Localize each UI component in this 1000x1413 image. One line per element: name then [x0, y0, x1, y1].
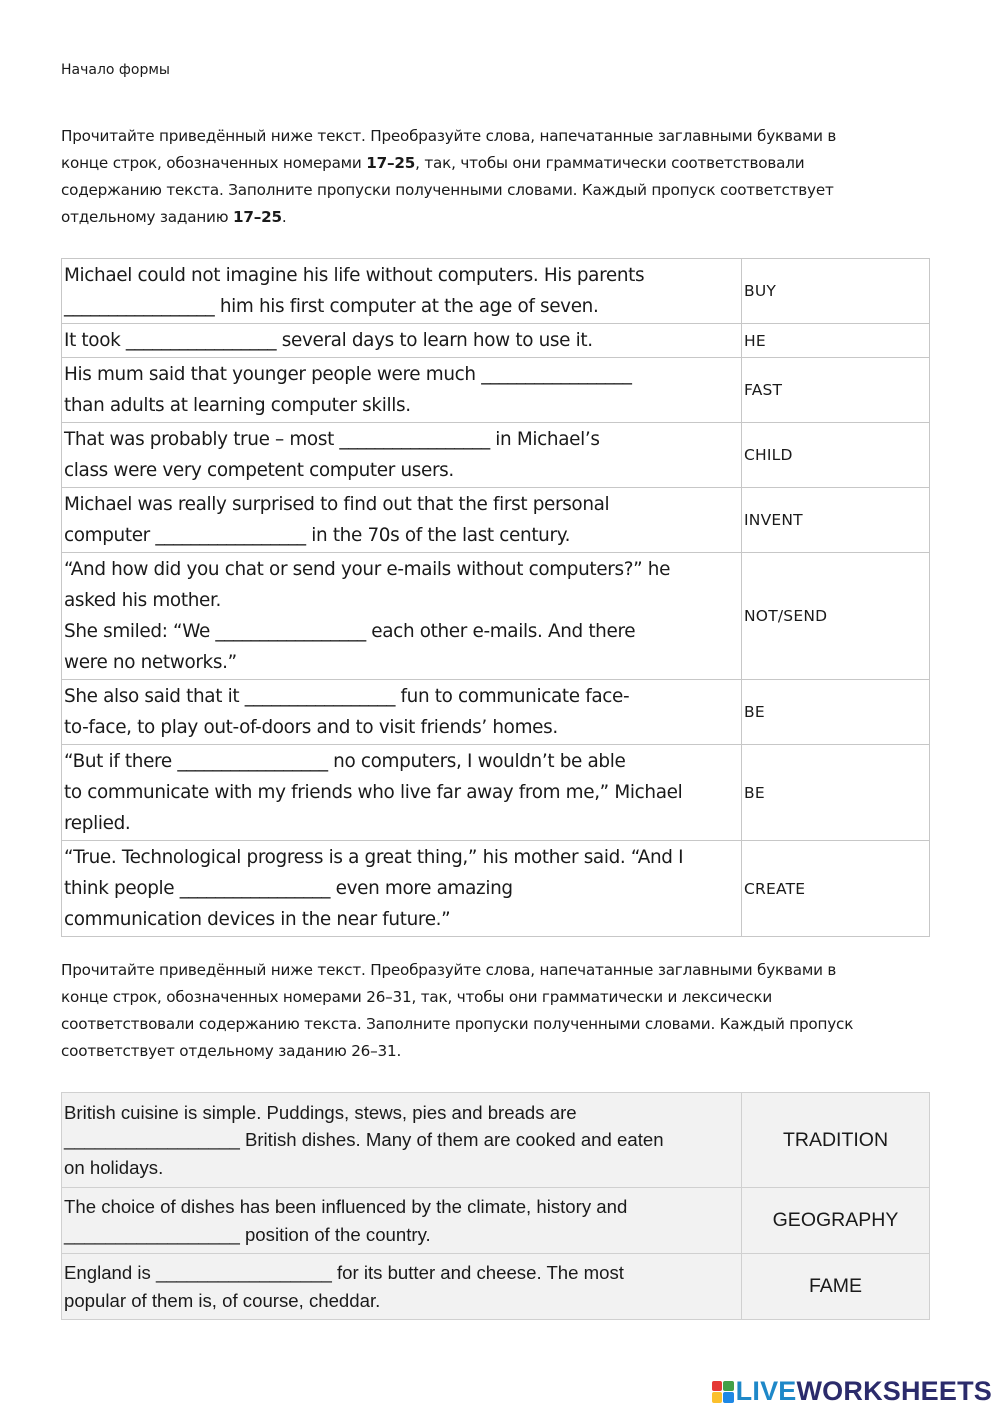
sentence-line: She also said that it _________________ fun to communicate face- — [64, 686, 630, 707]
table-row — [62, 1093, 930, 1188]
sentence-line: Michael could not imagine his life without computers. His parents — [64, 265, 645, 286]
instruction-line: конце строк, обозначенных номерами 17–25, так, чтобы они грамматически соответствовали — [61, 154, 805, 172]
table-row — [62, 423, 930, 488]
sentence-line: It took _________________ several days to learn how to use it. — [64, 330, 593, 351]
sentence-line: _________________ him his first computer at the age of seven. — [64, 296, 599, 317]
liveworksheets-logo[interactable] — [712, 1376, 992, 1407]
sentence-line: to-face, to play out-of-doors and to visit friends’ homes. — [64, 717, 558, 738]
sentence-line: think people _________________ even more amazing — [64, 878, 513, 899]
sentence-cell[interactable] — [62, 423, 742, 488]
sentence-line: British cuisine is simple. Puddings, stews, pies and breads are — [64, 1101, 577, 1123]
sentence-line: asked his mother. — [64, 590, 221, 611]
sentence-line: than adults at learning computer skills. — [64, 395, 411, 416]
table-row — [62, 553, 930, 680]
sentence-cell[interactable] — [62, 553, 742, 680]
base-word-cell: GEOGRAPHY — [742, 1188, 930, 1254]
sentence-line: His mum said that younger people were much _________________ — [64, 364, 632, 385]
sentence-cell[interactable] — [62, 745, 742, 841]
sentence-line: replied. — [64, 813, 131, 834]
base-word-cell: FAME — [742, 1254, 930, 1320]
sentence-line: “True. Technological progress is a great thing,” his mother said. “And I — [64, 847, 684, 868]
instruction-line: соответствует отдельному заданию 26–31. — [61, 1042, 402, 1060]
sentence-cell[interactable] — [62, 259, 742, 324]
table-row — [62, 324, 930, 358]
instruction-line: отдельному заданию 17–25. — [61, 208, 287, 226]
sentence-line: class were very competent computer users. — [64, 460, 454, 481]
table-row — [62, 745, 930, 841]
logo-mark-icon — [712, 1381, 734, 1403]
logo-square — [723, 1392, 734, 1403]
form-start-label: Начало формы — [61, 62, 170, 78]
base-word-cell: BE — [742, 680, 930, 745]
table-row — [62, 841, 930, 937]
sentence-line: computer _________________ in the 70s of the last century. — [64, 525, 571, 546]
sentence-cell[interactable] — [62, 488, 742, 553]
instruction-line: Прочитайте приведённый ниже текст. Преобразуйте слова, напечатанные заглавными буквами в — [61, 961, 837, 979]
instruction-line: конце строк, обозначенных номерами 26–31, так, чтобы они грамматически и лексически — [61, 988, 772, 1006]
base-word-cell: INVENT — [742, 488, 930, 553]
sentence-line: That was probably true – most _________________ in Michael’s — [64, 429, 600, 450]
base-word-cell: BUY — [742, 259, 930, 324]
logo-square — [712, 1381, 723, 1392]
base-word-cell: HE — [742, 324, 930, 358]
sentence-cell[interactable] — [62, 680, 742, 745]
table-row — [62, 1188, 930, 1254]
base-word-cell: NOT/SEND — [742, 553, 930, 680]
sentence-cell[interactable] — [62, 324, 742, 358]
sentence-line: on holidays. — [64, 1156, 164, 1178]
task2-instructions — [61, 957, 941, 1065]
sentence-cell[interactable] — [62, 1254, 742, 1320]
sentence-cell[interactable] — [62, 358, 742, 423]
sentence-line: _________________ position of the country. — [64, 1223, 431, 1245]
table-row — [62, 680, 930, 745]
table-row — [62, 259, 930, 324]
base-word-cell: CREATE — [742, 841, 930, 937]
logo-text — [736, 1376, 992, 1407]
base-word-cell: TRADITION — [742, 1093, 930, 1188]
table-row — [62, 358, 930, 423]
base-word-cell: FAST — [742, 358, 930, 423]
sentence-line: “And how did you chat or send your e-mails without computers?” he — [64, 559, 671, 580]
sentence-line: The choice of dishes has been influenced by the climate, history and — [64, 1196, 628, 1217]
sentence-line: She smiled: “We _________________ each other e-mails. And there — [64, 621, 636, 642]
sentence-line: Michael was really surprised to find out that the first personal — [64, 494, 610, 515]
sentence-cell[interactable] — [62, 841, 742, 937]
base-word-cell: BE — [742, 745, 930, 841]
sentence-line: “But if there _________________ no computers, I wouldn’t be able — [64, 751, 626, 772]
sentence-line: England is _________________ for its butter and cheese. The most — [64, 1262, 624, 1283]
sentence-line: communication devices in the near future.” — [64, 909, 451, 930]
table-row — [62, 488, 930, 553]
instruction-line: соответствовали содержанию текста. Заполните пропуски полученными словами. Каждый пропуск — [61, 1015, 854, 1033]
logo-square — [712, 1392, 723, 1403]
logo-prefix: LIVE — [735, 1376, 797, 1406]
sentence-line: to communicate with my friends who live far away from me,” Michael — [64, 782, 683, 803]
base-word-cell: CHILD — [742, 423, 930, 488]
sentence-line: _________________ British dishes. Many of them are cooked and eaten — [64, 1129, 664, 1151]
sentence-line: popular of them is, of course, cheddar. — [64, 1289, 381, 1311]
instruction-line: содержанию текста. Заполните пропуски полученными словами. Каждый пропуск соответствует — [61, 181, 834, 199]
sentence-line: were no networks.” — [64, 652, 237, 673]
task2-table — [61, 1092, 930, 1320]
logo-suffix: WORKSHEETS — [796, 1376, 992, 1406]
task1-table — [61, 258, 930, 937]
sentence-cell[interactable] — [62, 1093, 742, 1188]
table-row — [62, 1254, 930, 1320]
instruction-line: Прочитайте приведённый ниже текст. Преобразуйте слова, напечатанные заглавными буквами в — [61, 127, 837, 145]
sentence-cell[interactable] — [62, 1188, 742, 1254]
task1-instructions — [61, 123, 941, 231]
logo-square — [723, 1381, 734, 1392]
